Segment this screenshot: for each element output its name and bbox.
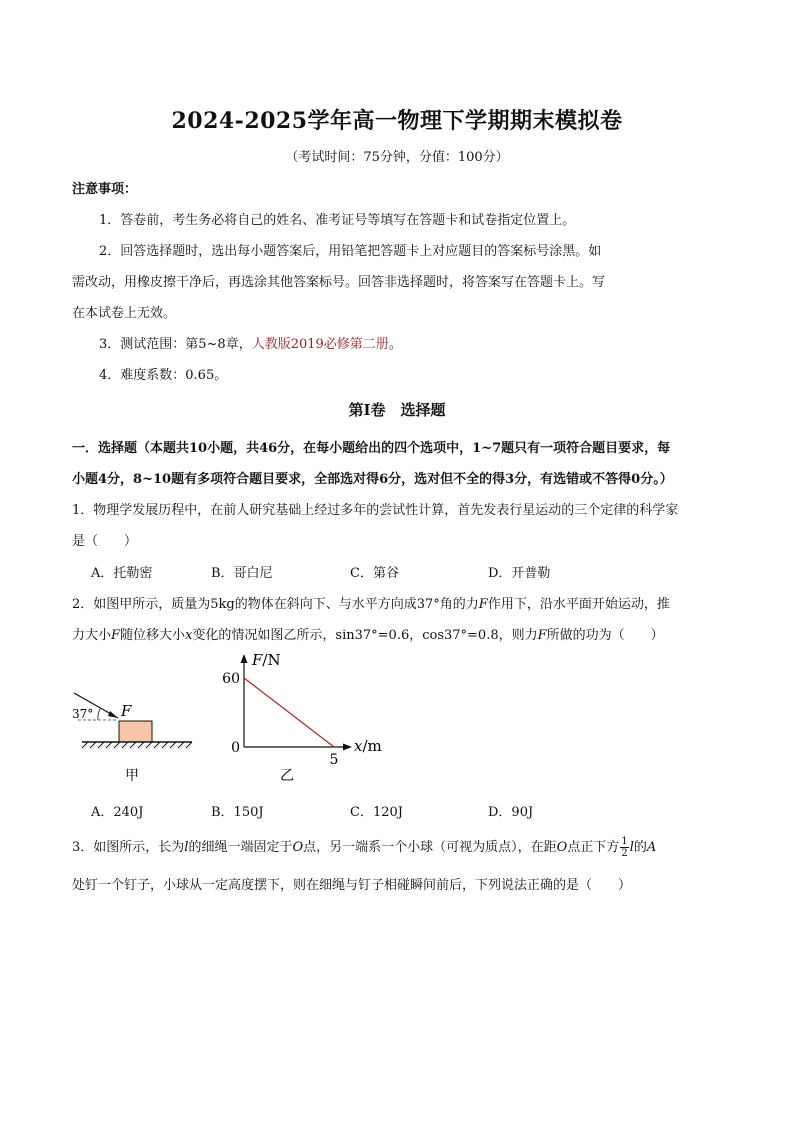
x-axis-var: x <box>354 737 363 755</box>
q2-text-2c: 变化的情况如图乙所示，sin37°=0.6，cos37°=0.8，则力 <box>192 628 538 643</box>
q3-var-l2: l <box>629 840 634 855</box>
textbook-range: 人教版2019必修第二册 <box>251 337 389 352</box>
q3-var-a: A <box>646 840 657 855</box>
figure-jia <box>68 682 208 787</box>
y-axis-unit: /N <box>262 651 281 669</box>
x-axis-label <box>354 737 382 755</box>
q2-option-a: A．240J <box>91 805 144 820</box>
q3-text-1e: 的 <box>633 840 647 855</box>
y-axis-var: F <box>252 651 263 669</box>
notice-item-1: 1．答卷前，考生务必将自己的姓名、准考证号等填写在答题卡和试卷指定位置上。 <box>99 213 576 228</box>
q2-text-1a: 2．如图甲所示，质量为5kg的物体在斜向下、与水平方向成37°角的力 <box>72 597 479 612</box>
q2-var-f2: F <box>111 628 121 643</box>
part-intro-line-2: 小题4分，8~10题有多项符合题目要求，全部选对得6分，选对但不全的得3分，有选错或不答得0分。） <box>72 472 673 487</box>
q3-var-o2: O <box>556 840 568 855</box>
force-label: F <box>121 702 132 720</box>
q3-text-1b: 的细绳一端固定于 <box>188 840 293 855</box>
notice-heading: 注意事项： <box>72 182 138 197</box>
q3-text-1a: 3．如图所示，长为 <box>72 840 185 855</box>
series-line <box>244 678 334 747</box>
q3-stem-line-1 <box>72 836 656 859</box>
notice-item-2: 2．回答选择题时，选出每小题答案后，用铅笔把答题卡上对应题目的答案标号涂黑。如 <box>99 244 602 259</box>
q2-stem-line-1 <box>72 593 670 612</box>
q3-var-l: l <box>184 840 189 855</box>
q3-var-o: O <box>292 840 304 855</box>
exam-info: （考试时间：75分钟，分值：100分） <box>285 150 509 165</box>
part-intro-line-1: 一．选择题（本题共10小题，共46分，在每小题给出的四个选项中，1~7题只有一项符合题目要求，每 <box>72 441 671 456</box>
q2-stem-line-2 <box>72 624 664 643</box>
x-axis-arrow <box>343 744 352 751</box>
page-title: 2024-2025学年高一物理下学期期末模拟卷 <box>171 108 623 134</box>
figure-yi <box>222 650 392 795</box>
ground-hatching <box>82 742 192 748</box>
q2-option-d: D．90J <box>488 805 534 820</box>
y-axis-arrow <box>241 654 248 663</box>
q3-text-1c: 点，另一端系一个小球（可视为质点），在距 <box>303 840 557 855</box>
x-tick-5: 5 <box>329 752 339 768</box>
q2-text-2b: 随位移大小 <box>120 628 186 643</box>
q1-option-a: A．托勒密 <box>91 566 153 581</box>
notice-item-2-cont: 需改动，用橡皮擦干净后，再选涂其他答案标号。回答非选择题时，将答案写在答题卡上。写 <box>72 275 606 290</box>
block <box>119 721 152 742</box>
q3-fraction-denominator: 2 <box>621 848 628 859</box>
q1-option-d: D．开普勒 <box>488 566 551 581</box>
q1-option-c: C．第谷 <box>350 566 399 581</box>
figure-jia-caption: 甲 <box>125 768 139 784</box>
notice-item-2-end: 在本试卷上无效。 <box>72 306 177 321</box>
angle-label: 37° <box>72 707 94 721</box>
q2-var-f3: F <box>537 628 547 643</box>
q3-fraction <box>620 836 628 859</box>
section-title: 第Ⅰ卷 选择题 <box>348 401 446 419</box>
angle-arc <box>98 709 100 720</box>
notice-item-4: 4．难度系数：0.65。 <box>99 368 228 383</box>
notice-item-3-suffix: 。 <box>388 337 402 352</box>
q2-var-x: x <box>185 628 193 643</box>
q2-text-2a: 力大小 <box>72 628 112 643</box>
q2-option-b: B．150J <box>211 805 264 820</box>
q3-text-1d: 点正下方 <box>567 840 620 855</box>
q2-option-c: C．120J <box>350 805 403 820</box>
figure-yi-caption: 乙 <box>280 768 294 784</box>
q2-var-f: F <box>478 597 488 612</box>
notice-item-3-prefix: 3．测试范围：第5~8章， <box>99 337 252 352</box>
q1-stem-line-1: 1．物理学发展历程中，在前人研究基础上经过多年的尝试性计算，首先发表行星运动的三个定律的科学家 <box>72 503 679 518</box>
q2-text-1b: 作用下，沿水平面开始运动，推 <box>487 597 670 612</box>
q1-option-b: B．哥白尼 <box>211 566 273 581</box>
q2-text-2d: 所做的功为（ ） <box>546 628 664 643</box>
y-tick-60: 60 <box>222 671 240 687</box>
notice-item-3 <box>99 333 402 352</box>
q3-fraction-numerator: 1 <box>621 836 628 847</box>
origin-label: 0 <box>231 740 240 756</box>
y-axis-label <box>251 651 281 669</box>
x-axis-unit: /m <box>362 737 382 755</box>
force-arrowhead <box>108 711 118 718</box>
q1-stem-line-2: 是（ ） <box>72 534 138 549</box>
q3-stem-line-2: 处钉一个钉子，小球从一定高度摆下，则在细绳与钉子相碰瞬间前后，下列说法正确的是（ ） <box>72 878 632 893</box>
